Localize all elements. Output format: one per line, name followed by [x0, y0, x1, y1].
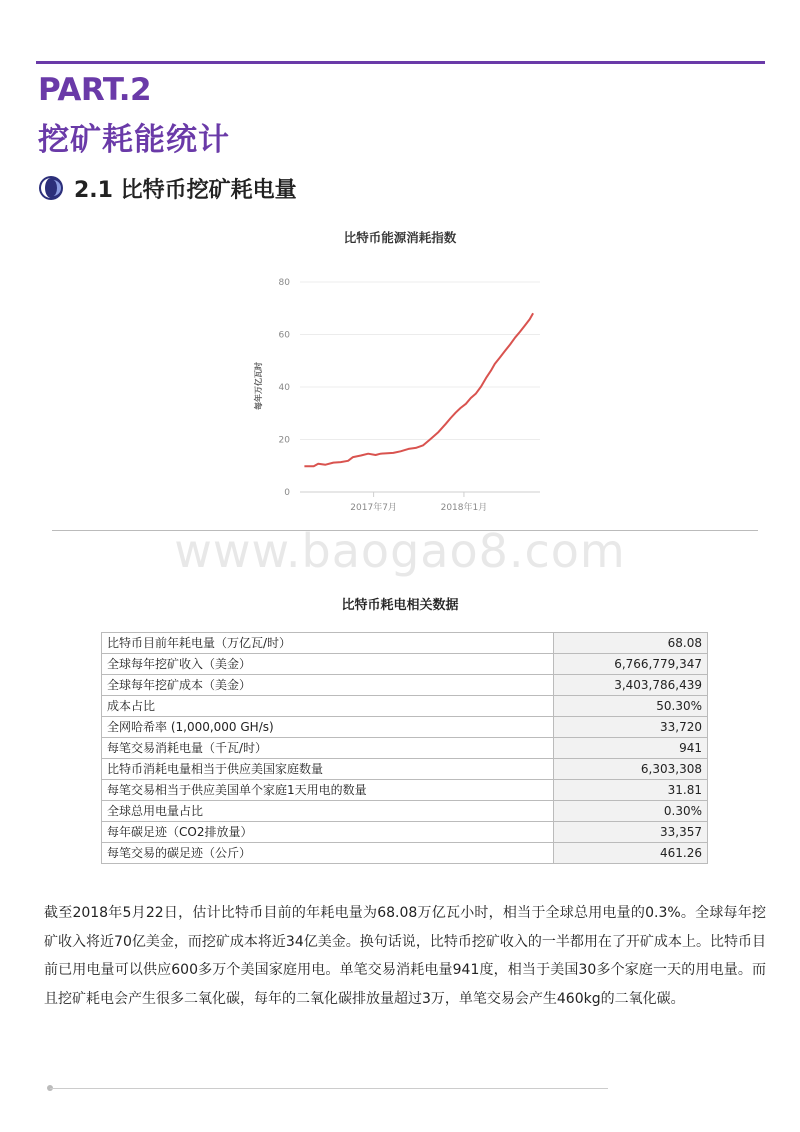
- table-row-value: 6,303,308: [554, 759, 708, 780]
- table-row-label: 全球每年挖矿成本（美金）: [102, 675, 554, 696]
- table-row: [102, 822, 708, 843]
- table-row-label: 全网哈希率 (1,000,000 GH/s): [102, 717, 554, 738]
- y-axis-label: 每年万亿瓦时: [254, 362, 263, 410]
- table-row-value: 31.81: [554, 780, 708, 801]
- table-row-label: 比特币消耗电量相当于供应美国家庭数量: [102, 759, 554, 780]
- watermark-text: www.baogao8.com: [174, 524, 626, 578]
- y-tick-label: 20: [278, 435, 290, 446]
- table-row-label: 全球每年挖矿收入（美金）: [102, 654, 554, 675]
- table-row: [102, 780, 708, 801]
- y-tick-label: 60: [278, 330, 290, 341]
- table-row: [102, 675, 708, 696]
- table-row-label: 成本占比: [102, 696, 554, 717]
- y-tick-label: 0: [284, 488, 290, 498]
- footer-rule: [50, 1088, 608, 1089]
- chart-grid: [300, 282, 540, 492]
- table-row: [102, 843, 708, 864]
- chart-title: 比特币能源消耗指数: [343, 230, 457, 245]
- energy-index-chart: [240, 222, 560, 522]
- section-heading: [38, 172, 297, 204]
- table-row: [102, 717, 708, 738]
- part-title: 挖矿耗能统计: [38, 122, 230, 158]
- table-row-value: 941: [554, 738, 708, 759]
- table-row-label: 每年碳足迹（CO2排放量）: [102, 822, 554, 843]
- table-row-value: 33,720: [554, 717, 708, 738]
- x-axis-ticks: [350, 492, 487, 513]
- x-tick-label: 2018年1月: [440, 503, 488, 513]
- y-tick-label: 80: [278, 278, 290, 288]
- x-tick-label: 2017年7月: [350, 503, 397, 513]
- y-tick-label: 40: [278, 383, 290, 393]
- table-title: 比特币耗电相关数据: [341, 598, 459, 613]
- table-row: [102, 801, 708, 822]
- summary-paragraph: 截至2018年5月22日，估计比特币目前的年耗电量为68.08万亿瓦小时，相当于全球总用电量的0.3%。全球每年挖矿收入将近70亿美金，而挖矿成本将近34亿美金。换句话说，比特币挖矿收入的一半都用在了开矿成本上。比特币目前已用电量可以供应600多万个美国家庭用电。单笔交易消耗电量941度，相当于美国30多个家庭一天的用电量。而且挖矿耗电会产生很多二氧化碳，每年的二氧化碳排放量超过3万，单笔交易会产生460kg的二氧化碳。: [44, 905, 766, 1007]
- table-row-value: 50.30%: [554, 696, 708, 717]
- table-row: [102, 738, 708, 759]
- table-row-value: 0.30%: [554, 801, 708, 822]
- energy-series-line: [304, 313, 533, 466]
- table-row-label: 每笔交易的碳足迹（公斤）: [102, 843, 554, 864]
- table-row-value: 33,357: [554, 822, 708, 843]
- section-bullet-icon: [38, 175, 64, 201]
- power-data-table: [101, 632, 708, 864]
- table-row-value: 6,766,779,347: [554, 654, 708, 675]
- table-row-value: 68.08: [554, 633, 708, 654]
- table-row-value: 461.26: [554, 843, 708, 864]
- chart-series: [304, 313, 533, 466]
- table-row-value: 3,403,786,439: [554, 675, 708, 696]
- table-row: [102, 696, 708, 717]
- table-row-label: 比特币目前年耗电量（万亿瓦/时）: [102, 633, 554, 654]
- table-row-label: 每笔交易相当于供应美国单个家庭1天用电的数量: [102, 780, 554, 801]
- top-rule: [36, 61, 765, 64]
- part-label: PART.2: [38, 72, 152, 108]
- table-row-label: 每笔交易消耗电量（千瓦/时）: [102, 738, 554, 759]
- y-axis-ticks: [279, 278, 291, 498]
- table-row: [102, 759, 708, 780]
- table-row: [102, 654, 708, 675]
- table-row: [102, 633, 708, 654]
- section-title: 2.1 比特币挖矿耗电量: [74, 177, 297, 203]
- table-row-label: 全球总用电量占比: [102, 801, 554, 822]
